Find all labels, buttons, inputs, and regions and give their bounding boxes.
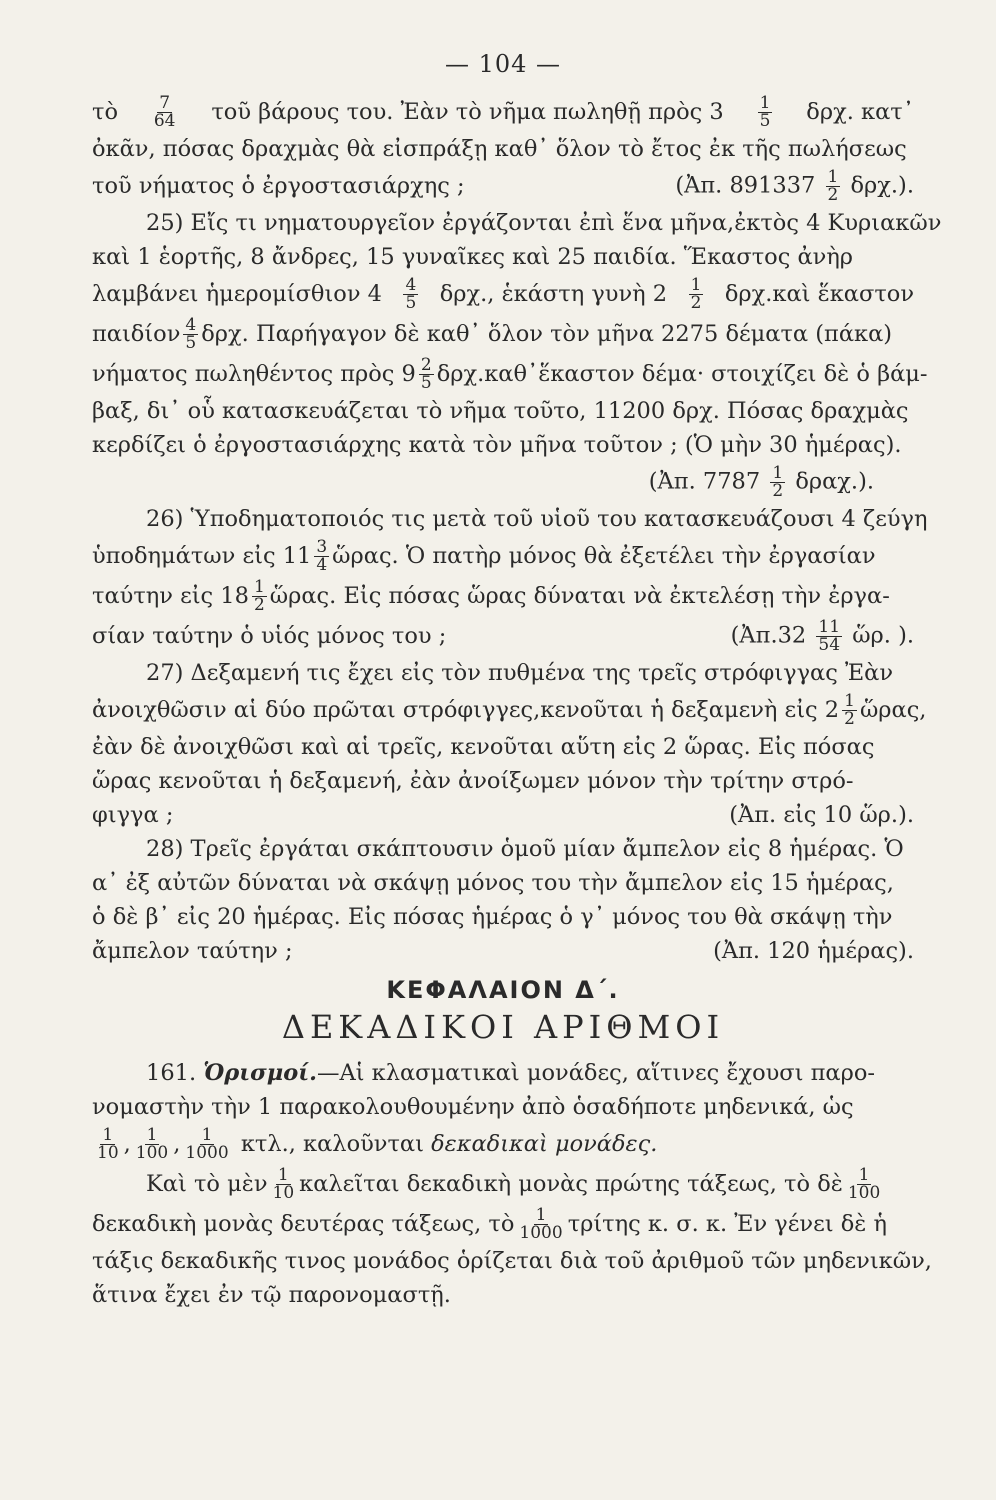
text-line-2: ὀκᾶν, πόσας δραχμὰς θὰ εἰσπράξῃ καθ᾽ ὅλον τὸ ἔτος ἐκ τῆς πωλήσεως [92, 136, 907, 162]
text-line-10: κερδίζει ὁ ἐργοστασιάρχης κατὰ τὸν μῆνα τοῦτον ; (Ὁ μὴν 30 ἡμέρας). [92, 432, 902, 458]
answer: (Ἀπ.32 $\frac{11}{54}$ ὥρ. ). [730, 616, 914, 655]
text-line-11 [92, 462, 914, 502]
answer: (Ἀπ. 891337 $\frac{1}{2}$ δρχ.). [675, 166, 914, 205]
fraction: $\frac{1}{2}$ [827, 166, 839, 205]
section-161-start: 161. Ὁρισμοί. — Αἱ κλασματικαὶ μονάδες, αἵτινες ἔχουσι παρο- [146, 1060, 875, 1086]
text-line-s6: τάξις δεκαδικῆς τινος μονάδος ὁρίζεται διὰ τοῦ ἀριθμοῦ τῶν μηδενικῶν, [92, 1248, 932, 1274]
fraction: 1 1000 [519, 1204, 563, 1243]
problem-26-start: 26) Ὑποδηματοποιός τις μετὰ τοῦ υἱοῦ του κατασκευάζουσι 4 ζεύγη [146, 506, 928, 532]
fraction: $\frac{1}{2}$ [772, 462, 784, 501]
text-line-s2: νομαστὴν τὴν 1 παρακολουθουμένην ἀπὸ ὁσαδήποτε μηδενικά, ὡς [92, 1094, 854, 1120]
fraction: 1 2 [253, 576, 265, 615]
fraction: $\frac{11}{54}$ [818, 616, 841, 655]
text-line-14: ταύτην εἰς 18 1 2 ὥρας. Εἰς πόσας ὥρας δύναται νὰ ἐκτελέσῃ τὴν ἐργα- [92, 576, 890, 615]
fraction: 7 64 [153, 92, 176, 131]
fraction: 1 2 [690, 274, 702, 313]
text-line-13: ὑποδημάτων εἰς 11 3 4 ὥρας. Ὁ πατὴρ μόνος θὰ ἐξετέλει τὴν ἐργασίαν [92, 536, 876, 575]
page-number: — 104 — [444, 50, 562, 78]
fraction: 2 5 [420, 354, 432, 393]
emphasis: δεκαδικαὶ μονάδες. [431, 1131, 658, 1157]
text-line-3: τοῦ νήματος ὁ ἐργοστασιάρχης ; (Ἀπ. 891337 $\frac{1}{2}$ δρχ.). [92, 166, 914, 205]
fraction: 1 1000 [185, 1124, 229, 1163]
text-line-s5: δεκαδικὴ μονὰς δευτέρας τάξεως, τὸ 1 1000 τρίτης κ. σ. κ. Ἐν γένει δὲ ἡ [92, 1204, 887, 1243]
fraction: 4 5 [405, 274, 417, 313]
section-heading: Ὁρισμοί. [203, 1060, 317, 1086]
text-line-7: παιδίον 4 5 δρχ. Παρήγαγον δὲ καθ᾽ ὅλον τὸν μῆνα 2275 δέματα (πάκα) [92, 314, 893, 353]
fraction: 3 4 [316, 536, 328, 575]
fraction: 1 100 [135, 1124, 169, 1163]
fraction: 4 5 [185, 314, 197, 353]
fraction: 1 5 [759, 92, 771, 131]
fraction: 1 10 [272, 1164, 295, 1203]
text-line-s7: ἅτινα ἔχει ἐν τῷ παρονομαστῇ. [92, 1282, 451, 1308]
text-line-18: ἐὰν δὲ ἀνοιχθῶσι καὶ αἱ τρεῖς, κενοῦται αὕτη εἰς 2 ὥρας. Εἰς πόσας [92, 734, 875, 760]
text-line-1: τὸ 7 64 τοῦ βάρους του. Ἐὰν τὸ νῆμα πωληθῇ πρὸς 3 1 5 δρχ. κατ᾽ [92, 92, 914, 131]
text-line-22: α᾽ ἐξ αὐτῶν δύναται νὰ σκάψῃ μόνος του τὴν ἄμπελον εἰς 15 ἡμέρας, [92, 870, 894, 896]
answer: (Ἀπ. 120 ἡμέρας). [713, 938, 914, 964]
chapter-heading: ΚΕΦΑΛΑΙΟΝ Δ΄. [386, 976, 620, 1004]
fraction: 1 10 [97, 1124, 119, 1163]
text-line-19: ὥρας κενοῦται ἡ δεξαμενή, ἐὰν ἀνοίξωμεν μόνον τὴν τρίτην στρό- [92, 768, 854, 794]
text-line-9: βαξ, δι᾽ οὗ κατασκευάζεται τὸ νῆμα τοῦτο, 11200 δρχ. Πόσας δραχμὰς [92, 398, 909, 424]
text-line-s4: Καὶ τὸ μὲν 1 10 καλεῖται δεκαδικὴ μονὰς πρώτης τάξεως, τὸ δὲ 1 100 [146, 1164, 881, 1203]
problem-27-start: 27) Δεξαμενή τις ἔχει εἰς τὸν πυθμένα της τρεῖς στρόφιγγας Ἐὰν [146, 660, 894, 686]
text-line-5: καὶ 1 ἑορτῆς, 8 ἄνδρες, 15 γυναῖκες καὶ 25 παιδία. Ἕκαστος ἀνὴρ [92, 244, 854, 270]
problem-25-start: 25) Εἴς τι νηματουργεῖον ἐργάζονται ἐπὶ ἕνα μῆνα,ἐκτὸς 4 Κυριακῶν [146, 210, 942, 236]
text-line-s3: 1 10 , 1 100 , 1 1000 κτλ., καλοῦνται δεκαδικαὶ μονάδες. [97, 1124, 658, 1163]
answer: (Ἀπ. εἰς 10 ὥρ.). [729, 802, 914, 828]
problem-28-start: 28) Τρεῖς ἐργάται σκάπτουσιν ὁμοῦ μίαν ἄμπελον εἰς 8 ἡμέρας. Ὁ [146, 836, 904, 862]
text-line-6: λαμβάνει ἡμερομίσθιον 4 4 5 δρχ., ἑκάστη γυνὴ 2 1 2 δρχ.καὶ ἕκαστον [92, 274, 914, 313]
text-line-20: φιγγα ; (Ἀπ. εἰς 10 ὥρ.). [92, 802, 914, 828]
text-line-17: ἀνοιχθῶσιν αἱ δύο πρῶται στρόφιγγες,κενοῦται ἡ δεξαμενὴ εἰς 2 1 2 ὥρας, [92, 690, 927, 729]
text-line-8: νήματος πωληθέντος πρὸς 9 2 5 δρχ.καθ᾽ἕκαστον δέμα· στοιχίζει δὲ ὁ βάμ- [92, 354, 928, 393]
fraction: 1 100 [847, 1164, 881, 1203]
text-line-24: ἄμπελον ταύτην ; (Ἀπ. 120 ἡμέρας). [92, 938, 914, 964]
answer: (Ἀπ. 7787 $\frac{1}{2}$ δραχ.). [648, 462, 874, 501]
text-line-23: ὁ δὲ β᾽ εἰς 20 ἡμέρας. Εἰς πόσας ἡμέρας ὁ γ᾽ μόνος του θὰ σκάψῃ τὴν [92, 904, 893, 930]
fraction: 1 2 [844, 690, 855, 729]
text-line-15: σίαν ταύτην ὁ υἱός μόνος του ; (Ἀπ.32 $\frac{11}{54}$ ὥρ. ). [92, 616, 914, 655]
chapter-title: ΔΕΚΑΔΙΚΟΙ ΑΡΙΘΜΟΙ [281, 1008, 725, 1046]
